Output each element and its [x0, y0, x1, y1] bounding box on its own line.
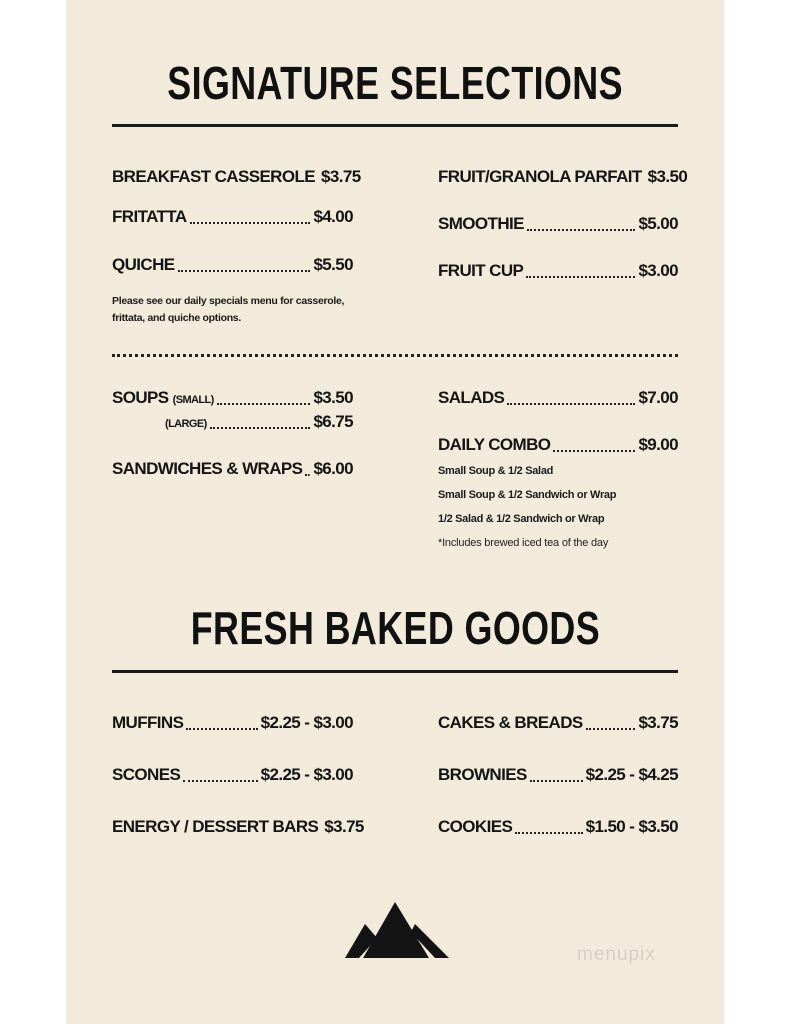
menu-item [438, 214, 678, 236]
menu-item [112, 459, 353, 481]
item-price: $3.75 [324, 817, 364, 836]
leader-dots [217, 403, 311, 405]
item-price: $9.00 [638, 435, 678, 454]
leader-dots [210, 427, 311, 429]
item-price: $3.75 [321, 167, 361, 186]
watermark: menupix [577, 944, 656, 965]
menu-item-soups-large [165, 412, 353, 434]
item-name: (LARGE) [165, 418, 207, 430]
combo-option: Small Soup & 1/2 Salad [438, 465, 554, 477]
leader-dots [305, 474, 310, 476]
section-title-baked: FRESH BAKED GOODS [190, 602, 601, 654]
item-price: $3.50 [313, 388, 353, 407]
item-price: $4.00 [313, 207, 353, 226]
leader-dots [526, 276, 635, 278]
item-name: COOKIES [438, 817, 513, 836]
leader-dots [183, 780, 257, 782]
leader-dots [178, 270, 311, 272]
menu-item [438, 167, 688, 189]
dotted-divider [112, 354, 678, 357]
item-price: $3.00 [638, 261, 678, 280]
specials-note: Please see our daily specials menu for casserole, frittata, and quiche options. [112, 295, 345, 324]
menu-item [438, 713, 678, 735]
menu-item [112, 817, 364, 839]
leader-dots [190, 222, 311, 224]
item-name: SANDWICHES & WRAPS [112, 459, 303, 478]
item-name: MUFFINS [112, 713, 184, 732]
item-price: $1.50 - $3.50 [585, 817, 678, 836]
menu-item [438, 765, 678, 787]
leader-dots [586, 728, 636, 730]
item-name: QUICHE [112, 255, 175, 274]
item-name: DAILY COMBO [438, 435, 551, 454]
item-name: BROWNIES [438, 765, 527, 784]
section-title-signature: SIGNATURE SELECTIONS [167, 57, 624, 109]
leader-dots [186, 728, 257, 730]
item-price: $3.75 [638, 713, 678, 732]
item-price: $5.50 [313, 255, 353, 274]
menu-item [438, 261, 678, 283]
menu-item [112, 713, 353, 735]
item-name: FRUIT CUP [438, 261, 524, 280]
menu-item-soups-small [112, 388, 353, 410]
combo-option: 1/2 Salad & 1/2 Sandwich or Wrap [438, 513, 605, 525]
item-name: SALADS [438, 388, 505, 407]
leader-dots [530, 780, 583, 782]
combo-option: Small Soup & 1/2 Sandwich or Wrap [438, 489, 617, 501]
item-price: $6.00 [313, 459, 353, 478]
item-name: FRITATTA [112, 207, 187, 226]
item-name: FRUIT/GRANOLA PARFAIT [438, 167, 642, 186]
title-rule [112, 124, 678, 127]
item-name: SMOOTHIE [438, 214, 524, 233]
leader-dots [515, 832, 582, 834]
menu-item [112, 765, 353, 787]
menu-item [112, 255, 353, 277]
item-price: $2.25 - $3.00 [260, 713, 353, 732]
combo-note: *Includes brewed iced tea of the day [438, 537, 609, 549]
leader-dots [507, 403, 635, 405]
menu-item [112, 167, 361, 189]
item-price: $6.75 [313, 412, 353, 431]
leader-dots [527, 229, 636, 231]
menu-item [438, 435, 678, 457]
menu-item [438, 388, 678, 410]
menu-item [438, 817, 678, 839]
item-name: SCONES [112, 765, 181, 784]
menu-page [66, 0, 724, 1024]
mountain-logo-icon [345, 902, 449, 958]
item-name: CAKES & BREADS [438, 713, 583, 732]
item-name: ENERGY / DESSERT BARS [112, 817, 319, 836]
menu-item [112, 207, 353, 229]
item-price: $7.00 [638, 388, 678, 407]
item-price: $5.00 [638, 214, 678, 233]
title-rule [112, 670, 678, 673]
item-price: $2.25 - $4.25 [585, 765, 678, 784]
item-name: BREAKFAST CASSEROLE [112, 167, 316, 186]
leader-dots [553, 450, 635, 452]
item-price: $3.50 [647, 167, 688, 186]
item-name: SOUPS (SMALL) [112, 388, 214, 407]
item-price: $2.25 - $3.00 [260, 765, 353, 784]
